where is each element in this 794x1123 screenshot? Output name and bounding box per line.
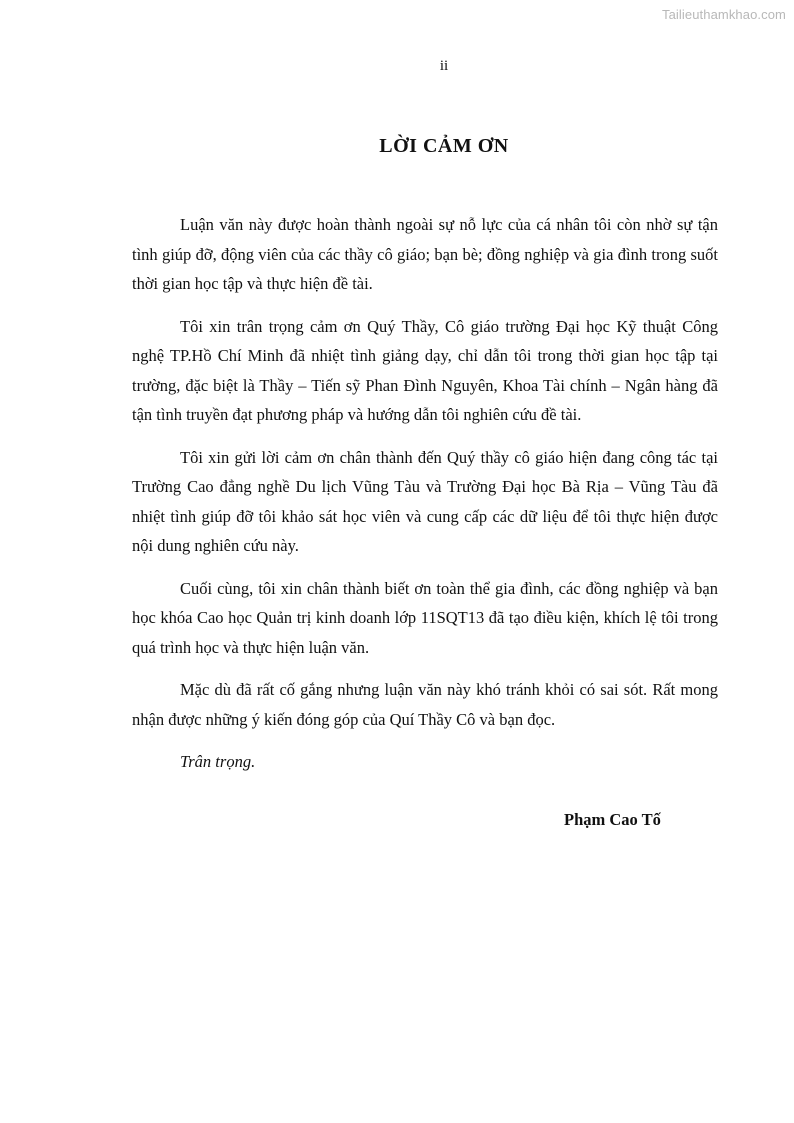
page-title: LỜI CẢM ƠN: [379, 135, 509, 157]
paragraph-3: Tôi xin gửi lời cảm ơn chân thành đến Quý thầy cô giáo hiện đang công tác tại Trường Cao đẳng nghề Du lịch Vũng Tàu và Trường Đại học Bà Rịa – Vũng Tàu đã nhiệt tình giúp đỡ tôi khảo sát học viên và cung cấp các dữ liệu để tôi thực hiện được nội dung nghiên cứu này.: [132, 447, 718, 555]
watermark-text: Tailieuthamkhao.com: [661, 7, 786, 22]
paragraph-4: Cuối cùng, tôi xin chân thành biết ơn toàn thể gia đình, các đồng nghiệp và bạn học khóa Cao học Quản trị kinh doanh lớp 11SQT13 đã tạo điều kiện, khích lệ tôi trong quá trình học và thực hiện luận văn.: [132, 578, 718, 657]
page-number: ii: [439, 58, 449, 74]
document-body: [132, 210, 718, 777]
closing-line: Trân trọng.: [180, 752, 256, 771]
signature-name: Phạm Cao Tố: [564, 810, 661, 829]
paragraph-5: Mặc dù đã rất cố gắng nhưng luận văn này khó tránh khỏi có sai sót. Rất mong nhận được những ý kiến đóng góp của Quí Thầy Cô và bạn đọc.: [132, 680, 718, 729]
paragraph-1: Luận văn này được hoàn thành ngoài sự nỗ lực của cá nhân tôi còn nhờ sự tận tình giúp đỡ, động viên của các thầy cô giáo; bạn bè; đồng nghiệp và gia đình trong suốt thời gian học tập và thực hiện đề tài.: [132, 215, 718, 293]
paragraph-2: Tôi xin trân trọng cảm ơn Quý Thầy, Cô giáo trường Đại học Kỹ thuật Công nghệ TP.Hồ Chí Minh đã nhiệt tình giảng dạy, chỉ dẫn tôi trong thời gian học tập tại trường, đặc biệt là Thầy – Tiến sỹ Phan Đình Nguyên, Khoa Tài chính – Ngân hàng đã tận tình truyền đạt phương pháp và hướng dẫn tôi nghiên cứu đề tài.: [132, 316, 718, 424]
